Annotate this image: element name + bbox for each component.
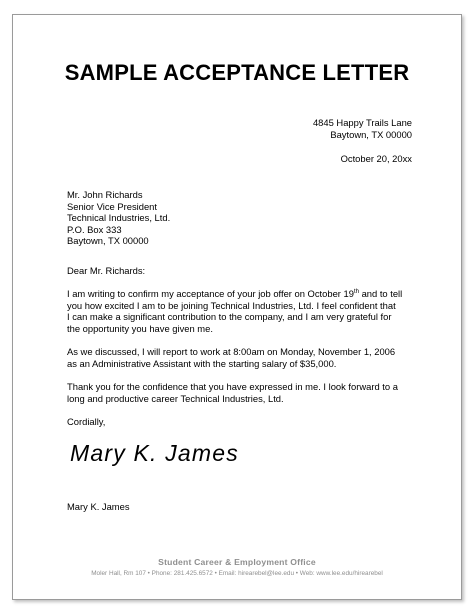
- recipient-job-title: Senior Vice President: [67, 200, 157, 212]
- footer-office: Student Career & Employment Office: [158, 557, 316, 567]
- p3-line2: long and productive career Technical Industries, Ltd.: [67, 392, 284, 404]
- closing: Cordially,: [67, 415, 106, 427]
- recipient-name: Mr. John Richards: [67, 189, 143, 200]
- recipient-address-block: [67, 189, 170, 247]
- p2-line1: As we discussed, I will report to work at 8:00am on Monday, November 1, 2006: [67, 346, 396, 358]
- recipient-po-box: P.O. Box 333: [67, 223, 122, 235]
- p1-text-start: I am writing to confirm my acceptance of your job offer on October 19: [67, 288, 354, 300]
- paragraph-thanks: [67, 381, 417, 404]
- recipient-city-state-zip: Baytown, TX 00000: [67, 235, 149, 247]
- paragraph-start-details: [67, 346, 417, 369]
- p1-line2: you how excited I am to be joining Technical Industries, Ltd. I feel confident that: [67, 299, 396, 311]
- recipient-company: Technical Industries, Ltd.: [67, 212, 171, 224]
- letter-body: [67, 265, 417, 439]
- letter-date: October 20, 20xx: [340, 153, 412, 164]
- p1-superscript: th: [353, 289, 359, 296]
- sender-address-block: [313, 117, 412, 165]
- letter-title: SAMPLE ACCEPTANCE LETTER: [64, 60, 410, 85]
- p3-line1: Thank you for the confidence that you have expressed in me. I look forward to a: [67, 380, 398, 392]
- p1-line3: I can make a significant contribution to the company, and I am very grateful for: [67, 311, 392, 323]
- typed-name: Mary K. James: [67, 501, 130, 512]
- paragraph-acceptance: [67, 288, 417, 334]
- handwritten-signature: Mary K. James: [70, 440, 239, 466]
- p2-line2: as an Administrative Assistant with the starting salary of $35,000.: [67, 357, 337, 369]
- salutation: Dear Mr. Richards:: [67, 265, 146, 276]
- footer: [0, 557, 474, 577]
- sender-city-state-zip: Baytown, TX 00000: [330, 129, 412, 140]
- p1-line4: the opportunity you have given me.: [67, 322, 213, 334]
- sender-street: 4845 Happy Trails Lane: [312, 117, 412, 128]
- p1-line1-end: and to tell: [358, 288, 403, 300]
- footer-contact: Moler Hall, Rm 107 • Phone: 281.425.6572 • Email: hirearebel@lee.edu • Web: www.lee.edu/hirearebel: [91, 570, 383, 577]
